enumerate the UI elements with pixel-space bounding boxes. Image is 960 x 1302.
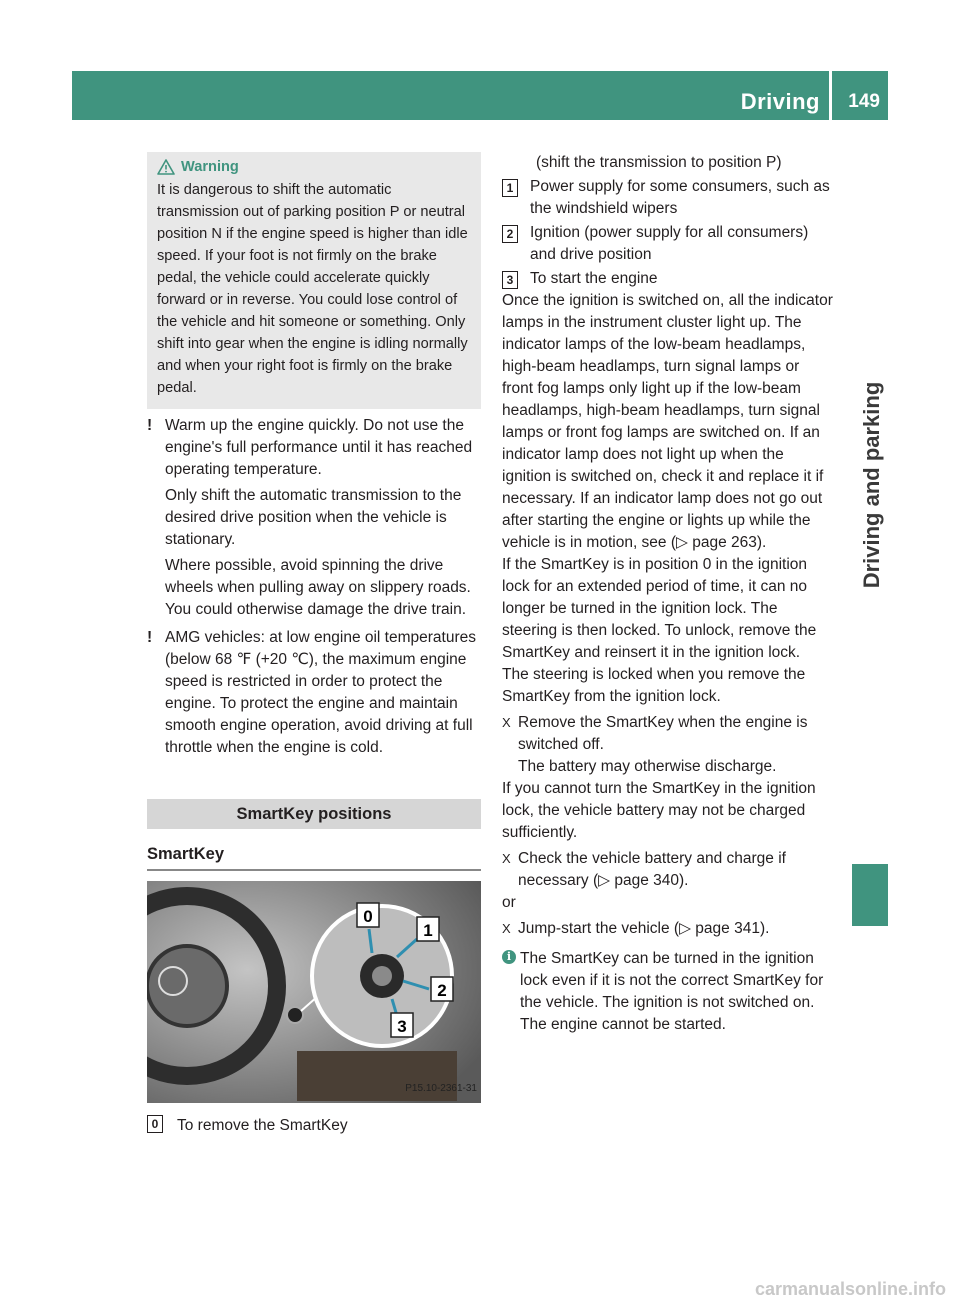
- notice-warm-up: [147, 415, 481, 621]
- list-item: [502, 268, 834, 290]
- notice-paragraph: Only shift the automatic transmission to the desired drive position when the vehicle is stationary.: [165, 487, 462, 548]
- step-text: Remove the SmartKey when the engine is switched off.: [518, 714, 808, 753]
- warning-box: [147, 152, 481, 409]
- list-item: [502, 176, 834, 220]
- step-text: Check the vehicle battery and charge if necessary (▷ page 340).: [518, 850, 786, 889]
- list-item-text: To start the engine: [530, 270, 658, 287]
- instruction-step: [502, 848, 834, 892]
- position-key: 3: [502, 271, 518, 289]
- paragraph: If you cannot turn the SmartKey in the ignition lock, the vehicle battery may not be charged sufficiently.: [502, 780, 816, 841]
- or-text: or: [502, 894, 516, 911]
- section-heading: SmartKey positions: [147, 799, 481, 829]
- continued-text: (shift the transmission to position P): [536, 154, 782, 171]
- footer-watermark: carmanualsonline.info: [754, 1279, 946, 1299]
- smartkey-figure: [147, 881, 481, 1103]
- info-icon: i: [502, 950, 516, 964]
- key-label-2: 2: [437, 981, 447, 1000]
- paragraph: If the SmartKey is in position 0 in the ignition lock for an extended period of time, it can no longer be turned in the ignition lock. The steering is then locked. To unlock, remove the SmartKey and reinsert it in the ignition lock.: [502, 556, 817, 661]
- key-label-1: 1: [423, 921, 433, 940]
- header-divider: [829, 71, 832, 120]
- step-arrow: X: [502, 851, 511, 866]
- warning-title-text: Warning: [181, 159, 239, 175]
- info-note: [502, 948, 834, 1036]
- notice-paragraph: AMG vehicles: at low engine oil temperatures (below 68 ℉ (+20 ℃), the maximum engine speed is restricted in order to protect the engine. To protect the engine and maintain smooth engine operation, avoid driving at full throttle when the engine is cold.: [165, 629, 477, 756]
- side-tab-label: Driving and parking: [859, 381, 884, 589]
- notice-amg: [147, 627, 481, 759]
- footer: [0, 1272, 960, 1302]
- info-text: The SmartKey can be turned in the ignition lock even if it is not the correct SmartKey for the vehicle. The ignition is not switched on. The engine cannot be started.: [520, 950, 824, 1033]
- paragraph: Once the ignition is switched on, all the indicator lamps in the instrument cluster light up. The indicator lamps of the low-beam headlamps, high-beam headlamps, turn signal lamps or front fog lamps only light up if the low-beam headlamps, high-beam headlamps, turn signal lamps or front fog lamps are switched on. If an indicator lamp does not light up when the ignition is switched on, check it and replace it if necessary. If an indicator lamp does not go out after starting the engine or lights up while the vehicle is in motion, see (▷ page 263).: [502, 292, 833, 551]
- notice-mark: !: [147, 417, 153, 434]
- caption-row: [147, 1115, 481, 1137]
- figure-code: P15.10-2361-31: [405, 1083, 477, 1094]
- warning-text: It is dangerous to shift the automatic transmission out of parking position P or neutral position N if the engine speed is higher than idle speed. If your foot is not firmly on the brake pedal, the vehicle could accelerate quickly forward or in reverse. You could lose control of the vehicle and hit someone or something. Only shift into gear when the engine is idling normally and when your right foot is firmly on the brake pedal.: [157, 182, 468, 396]
- side-tab-marker: [852, 864, 888, 926]
- header-bar: [72, 71, 888, 120]
- left-column: [147, 152, 481, 1137]
- warning-title: [157, 156, 471, 178]
- position-key: 2: [502, 225, 518, 243]
- paragraph: The steering is locked when you remove the SmartKey from the ignition lock.: [502, 666, 806, 705]
- instruction-step: [502, 918, 834, 940]
- key-label-0: 0: [363, 907, 373, 926]
- position-key: 0: [147, 1115, 163, 1133]
- key-label-3: 3: [397, 1017, 407, 1036]
- notice-paragraph: Where possible, avoid spinning the drive wheels when pulling away on slippery roads. You could otherwise damage the drive train.: [165, 557, 471, 618]
- instruction-step: [502, 712, 834, 778]
- ignition-illustration: [147, 881, 481, 1103]
- right-column: [502, 152, 834, 1036]
- step-arrow: X: [502, 921, 511, 936]
- step-arrow: X: [502, 715, 511, 730]
- position-key: 1: [502, 179, 518, 197]
- side-tab: [853, 130, 891, 840]
- step-text: Jump-start the vehicle (▷ page 341).: [518, 920, 770, 937]
- notice-paragraph: Warm up the engine quickly. Do not use the engine's full performance until it has reached operating temperature.: [165, 417, 473, 478]
- sub-heading: SmartKey: [147, 829, 481, 871]
- warning-icon: [157, 159, 175, 175]
- notice-mark: !: [147, 629, 153, 646]
- chapter-title: Driving: [740, 89, 820, 114]
- caption-text: To remove the SmartKey: [177, 1117, 348, 1134]
- list-item: [502, 222, 834, 266]
- step-note: The battery may otherwise discharge.: [518, 758, 777, 775]
- list-item-text: Power supply for some consumers, such as the windshield wipers: [530, 178, 830, 217]
- list-item-text: Ignition (power supply for all consumers) and drive position: [530, 224, 809, 263]
- page-number: 149: [848, 91, 880, 112]
